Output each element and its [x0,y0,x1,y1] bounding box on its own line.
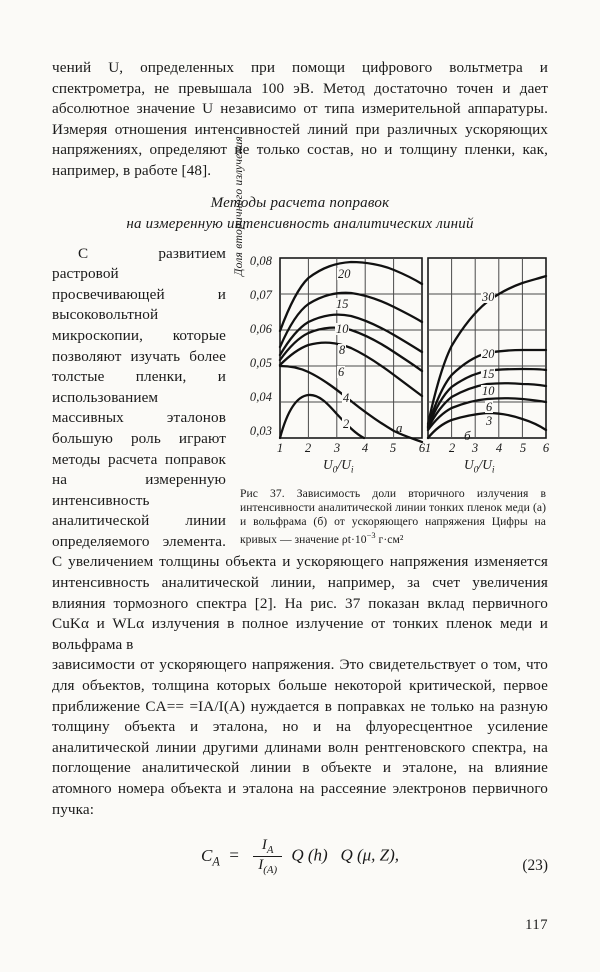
y-tick-008: 0,08 [249,253,272,268]
paragraph-intro: чений U, определенных при помощи цифрового вольтметра и спектрометра, не превышала 100 эВ. Метод достаточно точен и дает абсолютное значение U независимо от типа измерительной аппаратуры. Измеряя отношения интенсивностей линий при различных ускоряющих напряжениях, определяют не только состав, но и толщину пленки, как, например, в работе [48]. [52,59,548,179]
figure-caption-main: Рис 37. Зависимость доли вторичного излучения в интенсивности аналитической линии тонких пленок меди (а) и вольфрама (б) от ускоряющего напряжения Цифры на кривых — значение ρt·10 [240,486,546,547]
equation-numerator: $I_A$ [261,837,274,857]
curve-label-a-15: 15 [336,296,349,311]
curve-label-a-20: 20 [338,266,351,281]
y-tick-003: 0,03 [249,423,272,438]
y-tick-004: 0,04 [249,389,272,404]
curve-label-b-30: 30 [482,289,495,304]
y-axis-title: Доля вторичного излучения [232,135,245,276]
x-tick-a-2: 2 [304,440,312,455]
paragraph-wrap-text: С развитием растровой просвечивающей и высоковольтной микроскопии, которые позволяют изучать более толстые пленки, и использованием массивных эталонов большую роль играют методы расчета поправок на измеренную интенсивность аналитической линии определяемого элемента. С увеличением толщины объекта и ускоряющего напряжения изменяется интенсивность аналитической линии, например, за счет увеличения влияния тормозного спектра [2]. На рис. 37 показан вклад первичного CuKα и WLα излучения в полное излучение от тонких пленок меди и вольфрама в [52,244,548,653]
y-tick-005: 0,05 [249,355,272,370]
figure-caption [240,487,546,548]
equation-number: (23) [522,857,548,875]
heading-line-1: Методы расчета поправок [210,194,390,211]
curve-label-a-4: 4 [343,390,350,405]
figure-caption-units: г·см² [375,533,404,547]
equation-equals: = [224,845,245,865]
equation-23 [52,837,548,876]
equation-denominator: $I_{(A)}$ [253,856,282,876]
x-tick-a-5: 5 [389,440,397,455]
curve-label-b-10: 10 [482,383,495,398]
equation-lhs: $C_A$ [200,845,220,868]
curve-label-a-10: 10 [336,321,349,336]
equation-term-qmz: Q (μ, Z), [340,845,400,865]
section-heading [52,193,548,235]
x-tick-b-6: 6 [542,440,550,455]
curve-label-a-8: 8 [339,342,346,357]
curve-label-b-20: 20 [482,346,495,361]
equation-23-row [52,837,548,891]
x-axis-title-b: $U_0/U_i$ [464,456,495,476]
panel-b-label: б [464,427,471,443]
curve-label-b-6: 6 [486,399,493,414]
x-tick-b-4: 4 [495,440,503,455]
x-tick-b-5: 5 [519,440,527,455]
panel-a-label: а [396,419,403,435]
y-tick-007: 0,07 [249,287,272,302]
page-content [52,58,548,891]
page-number: 117 [525,917,548,933]
x-tick-a-4: 4 [361,440,369,455]
curve-label-b-15: 15 [482,366,495,381]
paragraph-after-figure: зависимости от ускоряющего напряжения. Это свидетельствует о том, что для объектов, толщина которых больше некоторой критической, первое приближение CA== =IA/I(A) нуждается в поправках не только на разную толщину объекта и эталона, но и на флуоресцентное усиление аналитической линии другими длинами волн рентгеновского спектра, на поглощение аналитической линии в объекте и эталоне, на влияние атомного номера объекта и эталона на рассеяние электронов первичного пучка: [52,656,548,818]
y-tick-006: 0,06 [249,321,272,336]
x-axis-title-a: $U_0/U_i$ [323,456,354,476]
x-tick-b-3: 3 [471,440,479,455]
heading-line-2: на измеренную интенсивность аналитических линий [126,215,474,232]
curve-label-a-2: 2 [343,416,350,431]
figure-caption-exponent: −3 [366,531,376,541]
x-tick-b-1: 1 [424,440,432,455]
x-tick-a-1: 1 [276,440,284,455]
x-tick-a-3: 3 [333,440,341,455]
x-tick-a-6: 6 [418,440,426,455]
curve-label-b-3: 3 [486,413,493,428]
equation-fraction [253,837,282,876]
curve-label-a-6: 6 [338,364,345,379]
x-tick-b-2: 2 [448,440,456,455]
equation-term-qh: Q (h) [291,845,328,865]
